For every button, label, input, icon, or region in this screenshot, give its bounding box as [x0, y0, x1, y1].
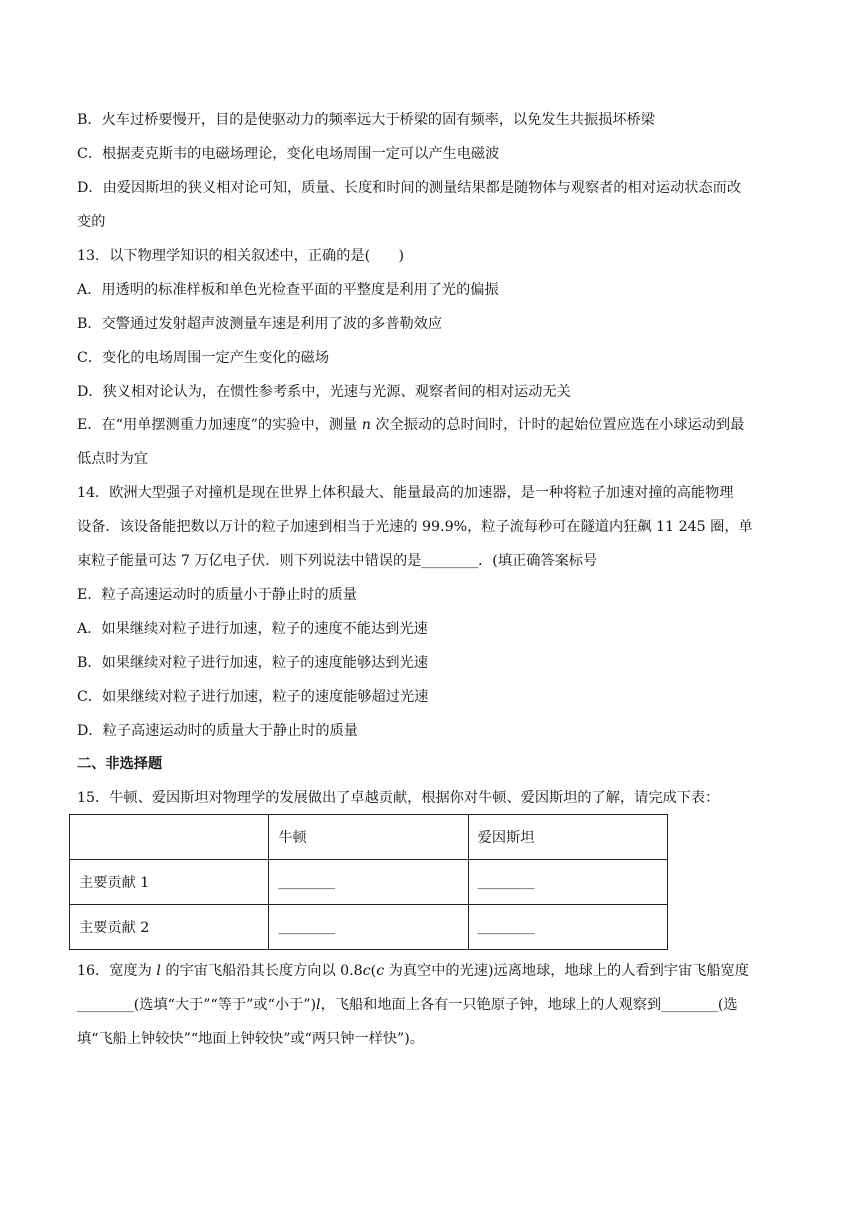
- q12-option-d-line1: D．由爱因斯坦的狭义相对论可知，质量、长度和时间的测量结果都是随物体与观察者的相对运动状态而改: [77, 180, 742, 196]
- q16-text: ________(选填“大于”“等于”或“小于”): [77, 997, 317, 1013]
- q13-option-c: C．变化的电场周围一定产生变化的磁场: [77, 350, 330, 366]
- q14-option-e: E．粒子高速运动时的质量小于静止时的质量: [77, 587, 357, 603]
- table-header-row: [70, 815, 668, 860]
- q16-var-l: l: [156, 963, 161, 979]
- q13-option-e-line2: 低点时为宜: [77, 451, 148, 467]
- q13-option-e-line1: [77, 415, 787, 435]
- q16-var-l: l: [316, 997, 321, 1013]
- q16-text: 的宇宙飞船沿其长度方向以 0.8: [160, 963, 363, 979]
- q13-e-var-n: n: [361, 417, 371, 433]
- q16-text: ，飞船和地面上各有一只铯原子钟，地球上的人观察到________(选: [320, 997, 738, 1013]
- table-row-label: 主要贡献 2: [70, 905, 269, 950]
- answer-blank[interactable]: ________: [468, 905, 667, 950]
- q12-option-b: B．火车过桥要慢开，目的是使驱动力的频率远大于桥梁的固有频率，以免发生共振损坏桥梁: [77, 112, 655, 128]
- q14-stem-line1: 14．欧洲大型强子对撞机是现在世界上体积最大、能量最高的加速器，是一种将粒子加速对撞的高能物理: [77, 485, 734, 501]
- table-header-cell: 牛顿: [269, 815, 468, 860]
- q16-line2: [77, 995, 787, 1015]
- q15-stem: 15．牛顿、爱因斯坦对物理学的发展做出了卓越贡献，根据你对牛顿、爱因斯坦的了解，请完成下表：: [77, 790, 720, 806]
- q14-option-d: D．粒子高速运动时的质量大于静止时的质量: [77, 723, 358, 739]
- q13-option-d: D．狭义相对论认为，在惯性参考系中，光速与光源、观察者间的相对运动无关: [77, 384, 571, 400]
- answer-blank[interactable]: ________: [269, 905, 468, 950]
- q16-var-c: c: [376, 963, 385, 979]
- q16-text: 16．宽度为: [77, 963, 157, 979]
- q13-e-text-pre: E．在“用单摆测重力加速度”的实验中，测量: [77, 417, 362, 433]
- q16-var-c: c: [362, 963, 371, 979]
- q14-stem-line3: 束粒子能量可达 7 万亿电子伏．则下列说法中错误的是________．(填正确答案标号: [77, 553, 598, 569]
- q13-option-b: B．交警通过发射超声波测量车速是利用了波的多普勒效应: [77, 316, 443, 332]
- q13-option-a: A．用透明的标准样板和单色光检查平面的平整度是利用了光的偏振: [77, 282, 499, 298]
- table-row: [70, 905, 668, 950]
- q16-line1: [77, 961, 787, 981]
- q12-option-d-line2: 变的: [77, 214, 106, 230]
- q16-text: (: [370, 963, 377, 979]
- q16-text: 为真空中的光速)远离地球，地球上的人看到宇宙飞船宽度: [384, 963, 749, 979]
- q13-stem: 13．以下物理学知识的相关叙述中，正确的是( ): [77, 248, 405, 264]
- table-header-cell: 爱因斯坦: [468, 815, 667, 860]
- q14-option-b: B．如果继续对粒子进行加速，粒子的速度能够达到光速: [77, 655, 428, 671]
- table-row: [70, 860, 668, 905]
- answer-blank[interactable]: ________: [468, 860, 667, 905]
- q14-option-c: C．如果继续对粒子进行加速，粒子的速度能够超过光速: [77, 689, 429, 705]
- q12-option-c: C．根据麦克斯韦的电磁场理论，变化电场周围一定可以产生电磁波: [77, 146, 500, 162]
- q16-line3: 填“飞船上钟较快”“地面上钟较快”或“两只钟一样快”)。: [77, 1031, 424, 1047]
- table-row-label: 主要贡献 1: [70, 860, 269, 905]
- section-heading: 二、非选择题: [77, 756, 163, 772]
- q13-e-text-post: 次全振动的总时间时，计时的起始位置应选在小球运动到最: [370, 417, 745, 433]
- q14-option-a: A．如果继续对粒子进行加速，粒子的速度不能达到光速: [77, 621, 428, 637]
- q14-stem-line2: 设备．该设备能把数以万计的粒子加速到相当于光速的 99.9%，粒子流每秒可在隧道内狂飙 11 245 圈，单: [77, 519, 753, 535]
- table-header-cell: [70, 815, 269, 860]
- q15-table: [69, 814, 668, 950]
- answer-blank[interactable]: ________: [269, 860, 468, 905]
